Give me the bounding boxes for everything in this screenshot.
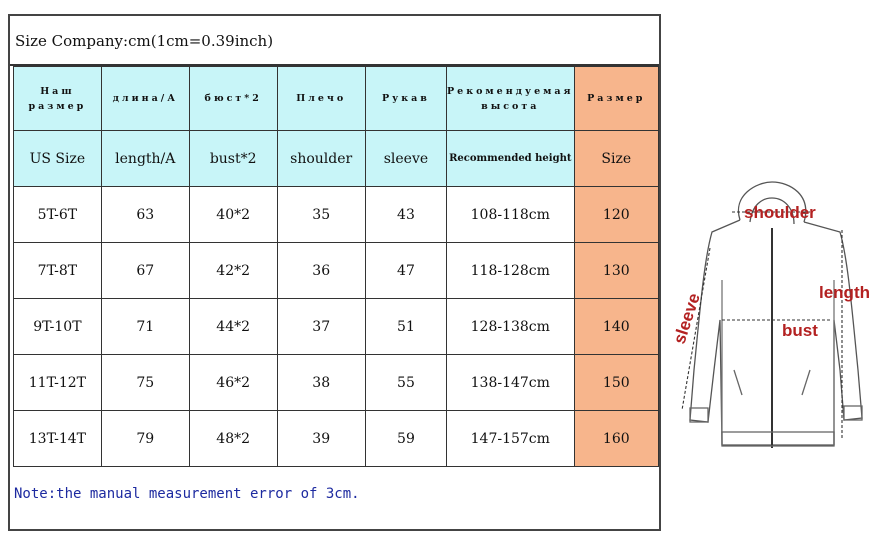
cell-height: 128-138cm [447,299,575,355]
cell-length: 79 [101,411,189,467]
header-ru-sleeve: Рукав [365,67,446,131]
cell-height: 108-118cm [447,187,575,243]
header-shoulder: shoulder [277,131,365,187]
cell-length: 67 [101,243,189,299]
header-ru-size: Размер [574,67,658,131]
cell-shoulder: 36 [277,243,365,299]
cell-shoulder: 39 [277,411,365,467]
measurement-lines [682,212,842,440]
header-ru-length: длина/А [101,67,189,131]
cell-us-size: 5T-6T [14,187,102,243]
header-us-size: US Size [14,131,102,187]
table-row [14,411,659,467]
table-row [14,355,659,411]
header-ru-shoulder: Плечо [277,67,365,131]
header-bust: bust*2 [189,131,277,187]
cell-length: 63 [101,187,189,243]
cell-height: 138-147cm [447,355,575,411]
cell-bust: 46*2 [189,355,277,411]
table-row [14,187,659,243]
cell-us-size: 9T-10T [14,299,102,355]
cell-length: 75 [101,355,189,411]
cell-sleeve: 59 [365,411,446,467]
header-row-english [14,131,659,187]
bust-label: bust [782,321,818,340]
cell-bust: 48*2 [189,411,277,467]
cell-size: 160 [574,411,658,467]
header-row-russian [14,67,659,131]
header-recommended-height: Recommended height [447,131,575,187]
cell-us-size: 7T-8T [14,243,102,299]
cell-size: 140 [574,299,658,355]
cell-sleeve: 43 [365,187,446,243]
header-ru-height: Рекомендуемая высота [447,67,575,131]
hoodie-measurement-diagram [662,170,875,470]
cell-shoulder: 38 [277,355,365,411]
cell-sleeve: 47 [365,243,446,299]
measurement-note: Note:the manual measurement error of 3cm. [14,486,360,502]
header-sleeve: sleeve [365,131,446,187]
cell-length: 71 [101,299,189,355]
cell-sleeve: 51 [365,299,446,355]
cell-bust: 44*2 [189,299,277,355]
header-ru-bust: бюст*2 [189,67,277,131]
cell-bust: 40*2 [189,187,277,243]
table-row [14,243,659,299]
cell-height: 118-128cm [447,243,575,299]
header-length: length/A [101,131,189,187]
length-label: length [819,283,870,302]
cell-size: 120 [574,187,658,243]
header-size: Size [574,131,658,187]
cell-us-size: 11T-12T [14,355,102,411]
chart-title: Size Company:cm(1cm=0.39inch) [10,16,659,66]
header-ru-our-size: Наш размер [14,67,102,131]
cell-sleeve: 55 [365,355,446,411]
cell-us-size: 13T-14T [14,411,102,467]
cell-shoulder: 37 [277,299,365,355]
size-chart [8,14,661,531]
sleeve-label: sleeve [669,290,704,347]
cell-bust: 42*2 [189,243,277,299]
cell-shoulder: 35 [277,187,365,243]
table-row [14,299,659,355]
cell-size: 150 [574,355,658,411]
cell-height: 147-157cm [447,411,575,467]
cell-size: 130 [574,243,658,299]
shoulder-label: shoulder [744,203,816,222]
size-table [13,66,659,467]
